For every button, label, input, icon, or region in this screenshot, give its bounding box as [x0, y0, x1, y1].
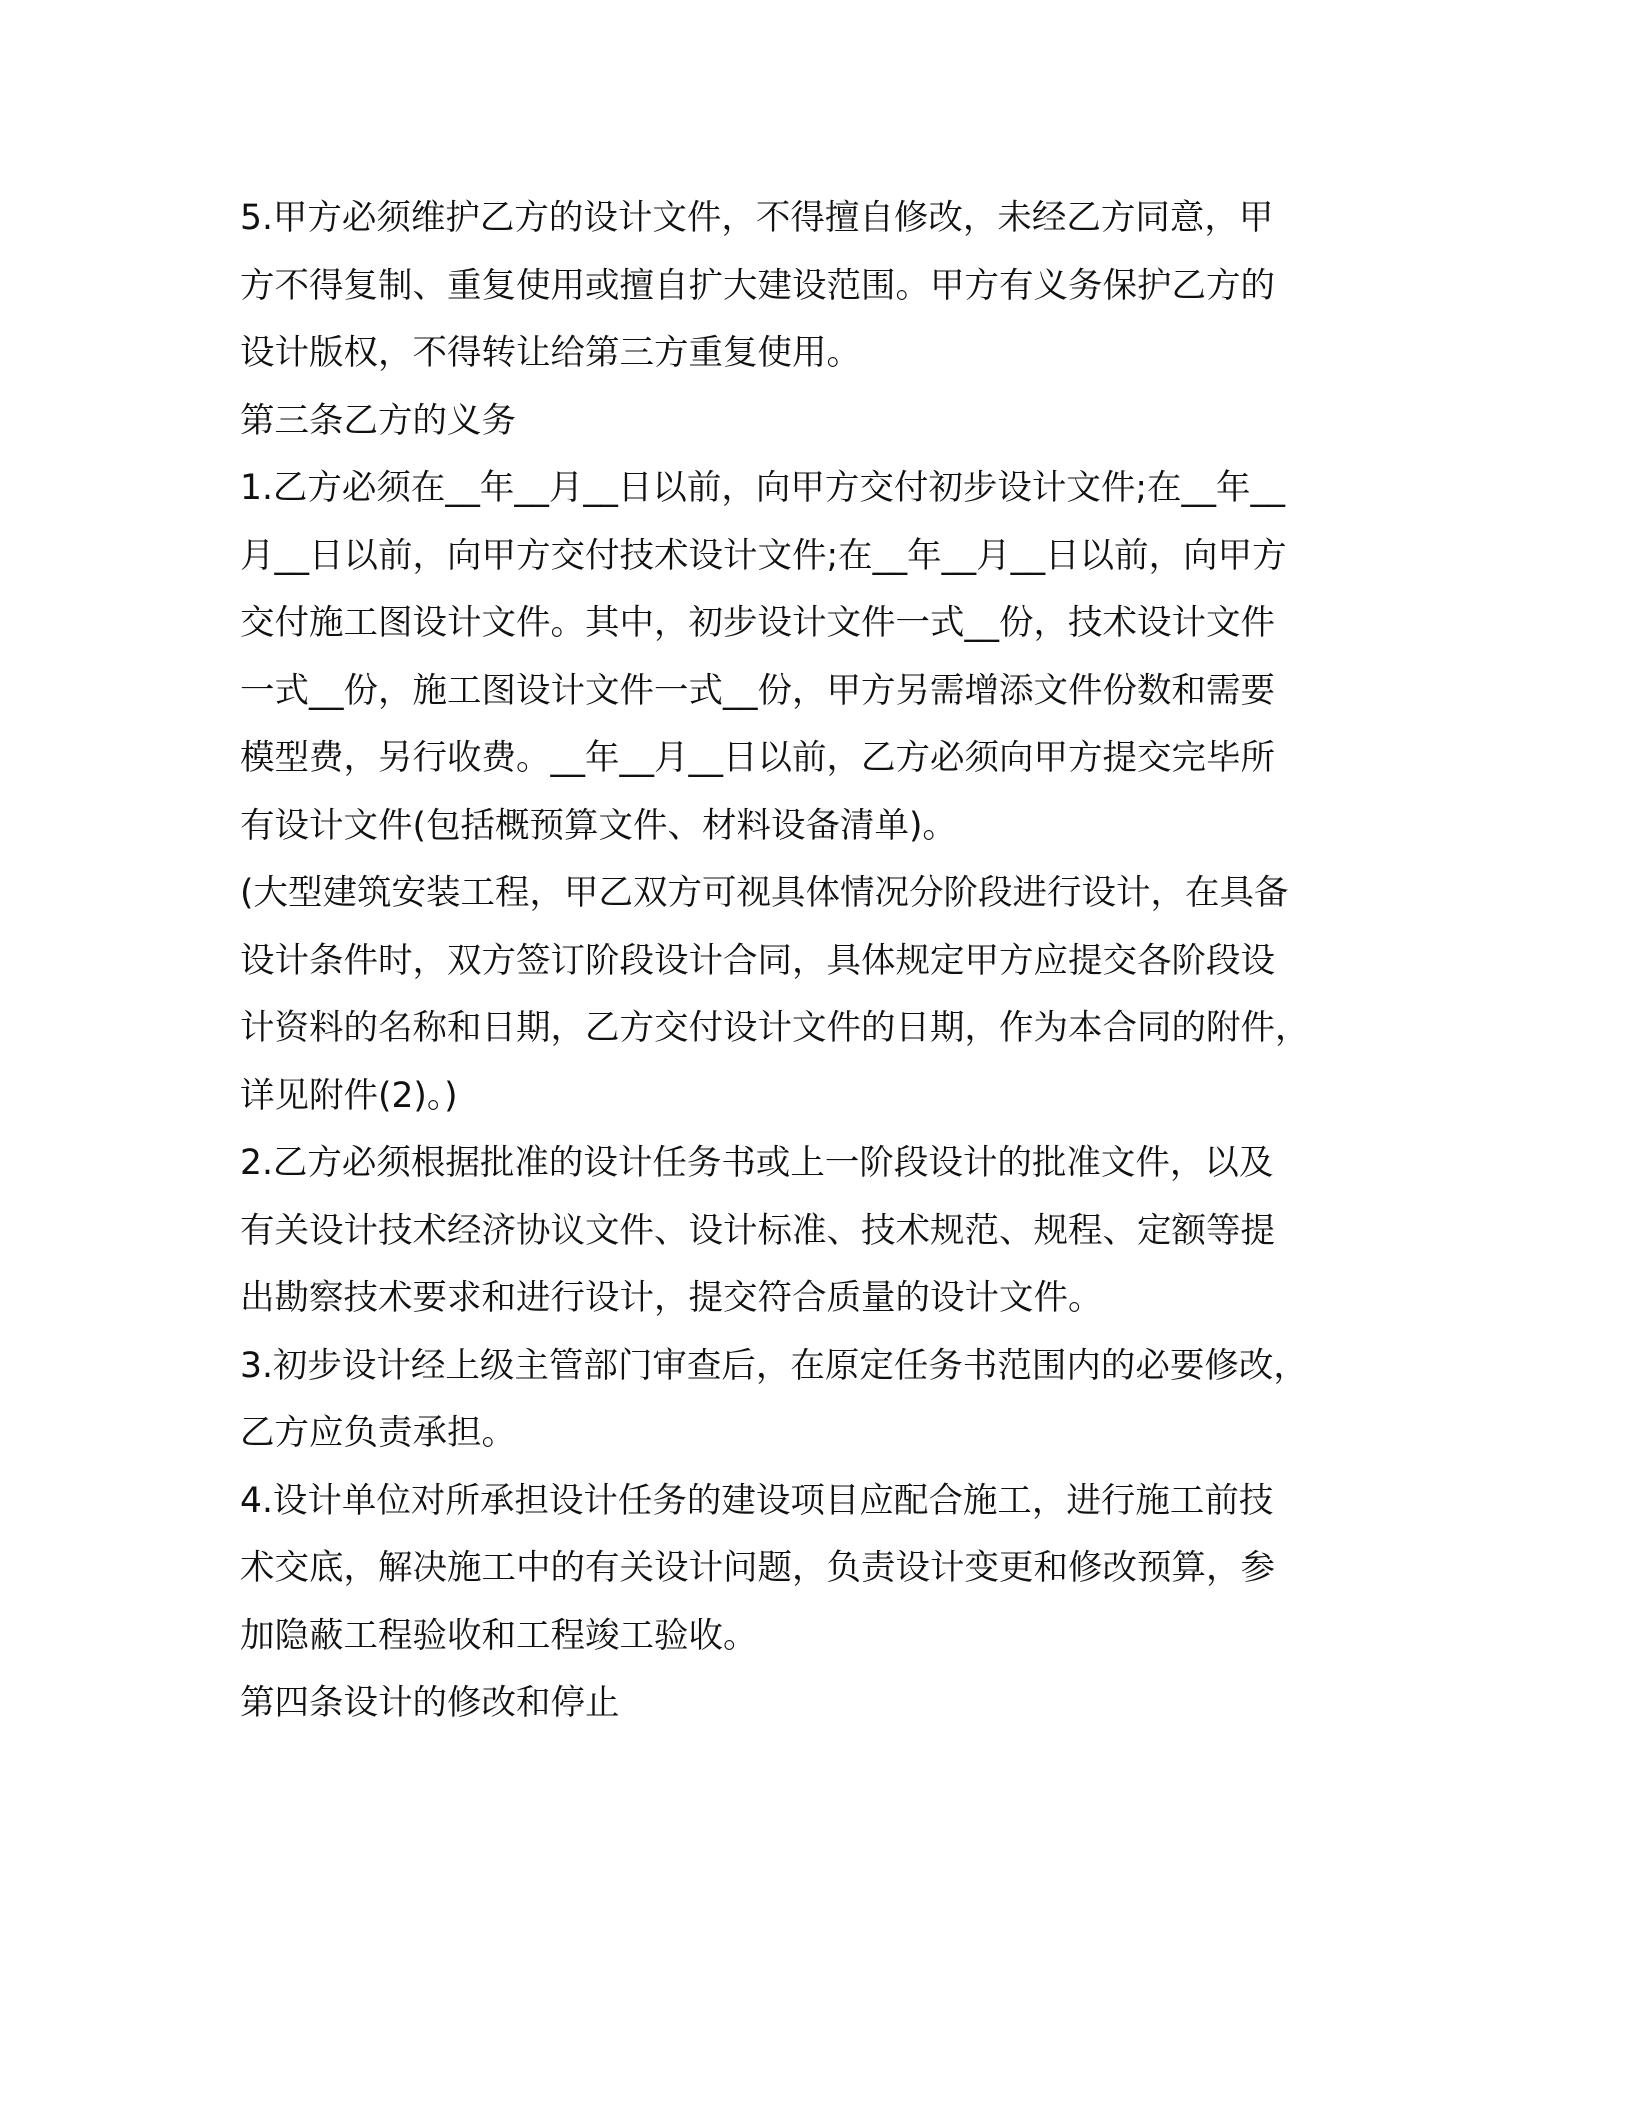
text-line: 术交底，解决施工中的有关设计问题，负责设计变更和修改预算，参: [240, 1548, 1275, 1588]
text-line: 详见附件(2)。): [240, 1075, 458, 1116]
text-line: 1.乙方必须在__年__月__日以前，向甲方交付初步设计文件;在__年__: [240, 468, 1286, 508]
text-line: 月__日以前，向甲方交付技术设计文件;在__年__月__日以前，向甲方: [240, 535, 1287, 576]
text-line: 设计版权，不得转让给第三方重复使用。: [240, 333, 861, 373]
document-body: [240, 185, 1400, 1738]
text-line: 出勘察技术要求和进行设计，提交符合质量的设计文件。: [240, 1278, 1103, 1318]
text-line: 计资料的名称和日期，乙方交付设计文件的日期，作为本合同的附件，: [240, 1008, 1310, 1048]
text-line: 模型费，另行收费。__年__月__日以前，乙方必须向甲方提交完毕所: [240, 738, 1275, 778]
text-line: 4.设计单位对所承担设计任务的建设项目应配合施工，进行施工前技: [240, 1480, 1274, 1521]
text-line: 有设计文件(包括概预算文件、材料设备清单)。: [240, 805, 957, 846]
text-line: 方不得复制、重复使用或擅自扩大建设范围。甲方有义务保护乙方的: [240, 265, 1275, 306]
text-line: 乙方应负责承担。: [240, 1413, 516, 1453]
text-line: 设计条件时，双方签订阶段设计合同，具体规定甲方应提交各阶段设: [240, 940, 1275, 981]
text-line: 有关设计技术经济协议文件、设计标准、技术规范、规程、定额等提: [240, 1210, 1275, 1251]
section-heading: 第三条乙方的义务: [240, 400, 516, 441]
text-line: 5.甲方必须维护乙方的设计文件，不得擅自修改，未经乙方同意，甲: [240, 198, 1274, 238]
text-line: 交付施工图设计文件。其中，初步设计文件一式__份，技术设计文件: [240, 603, 1275, 643]
text-line: 一式__份，施工图设计文件一式__份，甲方另需增添文件份数和需要: [240, 670, 1275, 711]
section-heading: 第四条设计的修改和停止: [240, 1683, 620, 1723]
text-line: 2.乙方必须根据批准的设计任务书或上一阶段设计的批准文件，以及: [240, 1143, 1274, 1183]
text-line: 3.初步设计经上级主管部门审查后，在原定任务书范围内的必要修改，: [240, 1345, 1308, 1386]
text-line: (大型建筑安装工程，甲乙双方可视具体情况分阶段进行设计，在具备: [240, 873, 1289, 913]
text-line: 加隐蔽工程验收和工程竣工验收。: [240, 1615, 758, 1656]
